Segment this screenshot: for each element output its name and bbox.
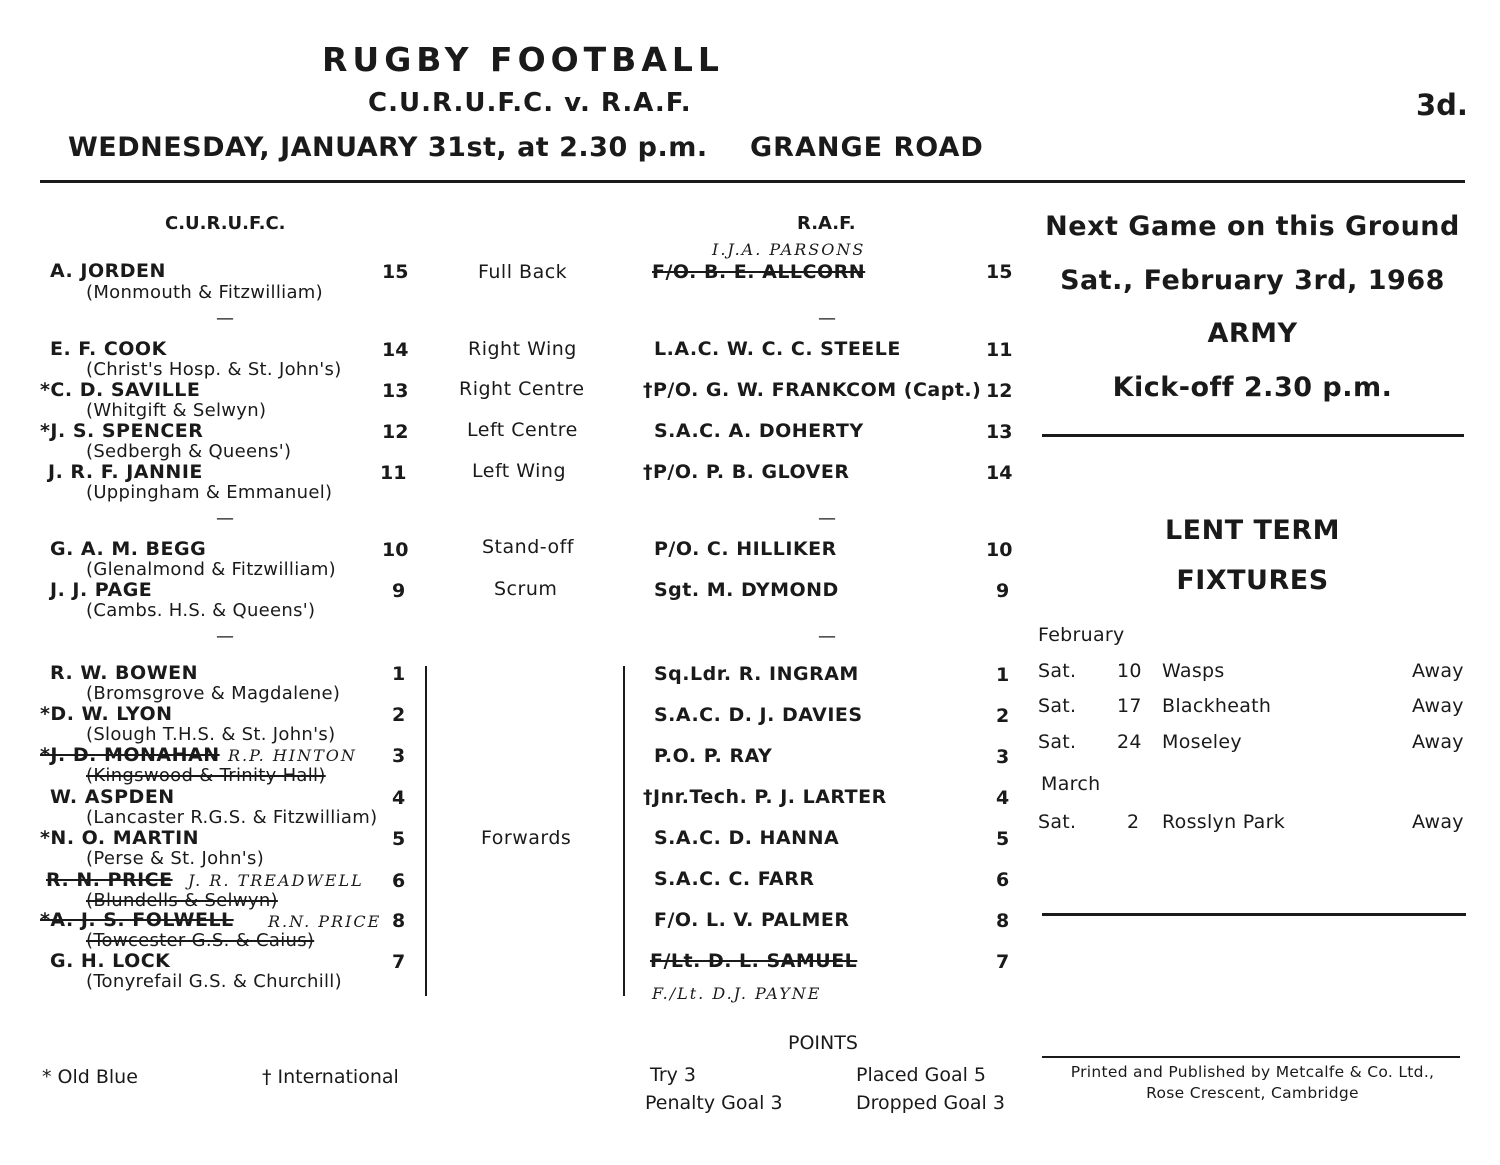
position-label: Right Centre [459,378,585,400]
fixture-month: March [1041,773,1101,795]
home-team-heading: C.U.R.U.F.C. [165,213,286,234]
panel-rule [1042,434,1464,437]
home-player-name: R. W. BOWEN [50,662,199,684]
home-player-name: J. R. F. JANNIE [48,461,203,483]
fixture-team: Wasps [1162,660,1225,682]
home-player-number: 9 [392,580,406,602]
handwritten-replacement: F./Lt. D.J. PAYNE [652,984,822,1003]
points-try: Try 3 [650,1064,696,1086]
fixture-venue: Away [1412,660,1464,682]
home-player-number: 2 [392,704,406,726]
programme-price: 3d. [1416,88,1468,122]
home-player-name: G. A. M. BEGG [50,538,207,560]
away-player-name: P.O. P. RAY [654,745,773,767]
match-subtitle: C.U.R.U.F.C. v. R.A.F. [368,88,692,118]
away-player-number: 14 [986,462,1013,484]
home-player-number: 7 [392,951,406,973]
fixture-day: Sat. [1038,660,1077,682]
away-player-number: 5 [996,828,1010,850]
fixture-team: Blackheath [1162,695,1272,717]
points-placed-goal: Placed Goal 5 [856,1064,987,1086]
home-player-school: (Perse & St. John's) [86,848,265,869]
home-player-name: E. F. COOK [50,338,167,360]
home-player-name: *C. D. SAVILLE [40,379,201,401]
position-label: Left Centre [467,419,578,441]
home-player-number: 8 [392,910,406,932]
position-label: Forwards [481,827,572,849]
old-blue-legend: * Old Blue [42,1066,138,1088]
home-player-school-struck: (Towcester G.S. & Caius) [86,930,315,951]
home-player-name: J. J. PAGE [50,579,153,601]
home-player-name: A. JORDEN [50,260,166,282]
match-dateline: WEDNESDAY, JANUARY 31st, at 2.30 p.m. [68,132,708,163]
international-legend: † International [262,1066,399,1088]
away-player-number: 6 [996,869,1010,891]
home-player-school: (Monmouth & Fitzwilliam) [86,282,323,303]
away-player-number: 1 [996,664,1010,686]
home-player-number: 3 [392,745,406,767]
handwritten-replacement: R.N. PRICE [268,912,382,931]
home-player-name: W. ASPDEN [50,786,175,808]
away-player-number: 7 [996,951,1010,973]
home-player-name: *D. W. LYON [40,703,173,725]
fixture-venue: Away [1412,811,1464,833]
home-player-school: (Uppingham & Emmanuel) [86,482,333,503]
away-player-name: †P/O. G. W. FRANKCOM (Capt.) [643,379,982,401]
home-player-number: 15 [382,261,409,283]
position-label: Right Wing [468,338,577,360]
away-player-name-struck: F/Lt. D. L. SAMUEL [650,950,858,972]
home-player-school: (Glenalmond & Fitzwilliam) [86,559,337,580]
fixture-day: Sat. [1038,695,1077,717]
position-label: Left Wing [472,460,567,482]
section-divider: — [216,308,234,329]
away-player-name: S.A.C. D. HANNA [654,827,840,849]
away-player-number: 15 [986,261,1013,283]
away-player-number: 2 [996,705,1010,727]
printer-rule [1042,1056,1460,1058]
handwritten-replacement: J. R. TREADWELL [188,871,364,890]
section-divider: — [216,508,234,529]
home-player-school: (Slough T.H.S. & St. John's) [86,724,336,745]
away-player-name: Sq.Ldr. R. INGRAM [654,663,859,685]
position-label: Stand-off [482,536,574,558]
points-heading: POINTS [788,1032,858,1054]
home-player-school: (Christ's Hosp. & St. John's) [86,359,342,380]
home-player-number: 5 [392,828,406,850]
home-player-name: G. H. LOCK [50,950,171,972]
away-player-number: 10 [986,539,1013,561]
fixtures-heading: LENT TERM [1164,515,1341,546]
away-player-name: S.A.C. A. DOHERTY [654,420,864,442]
position-label: Scrum [494,578,558,600]
away-player-number: 13 [986,421,1013,443]
fixtures-heading: FIXTURES [1176,565,1329,596]
handwritten-replacement: R.P. HINTON [228,746,357,765]
away-player-name: Sgt. M. DYMOND [654,579,839,601]
away-player-number: 12 [986,380,1013,402]
home-player-number: 4 [392,787,406,809]
away-player-number: 9 [996,580,1010,602]
handwritten-replacement: I.J.A. PARSONS [712,240,866,259]
next-game-opponent: ARMY [1207,318,1298,349]
away-player-number: 3 [996,746,1010,768]
home-player-school: (Bromsgrove & Magdalene) [86,683,341,704]
points-dropped-goal: Dropped Goal 3 [856,1092,1005,1114]
fixture-month: February [1038,624,1125,646]
home-player-number: 13 [382,380,409,402]
away-player-name: L.A.C. W. C. C. STEELE [654,338,901,360]
home-player-name-struck: R. N. PRICE [46,869,173,891]
home-player-school: (Lancaster R.G.S. & Fitzwilliam) [86,807,378,828]
home-player-number: 10 [382,539,409,561]
fixture-venue: Away [1412,731,1464,753]
forwards-bracket-right [623,666,625,996]
next-game-date: Sat., February 3rd, 1968 [1060,265,1445,296]
away-player-name: S.A.C. C. FARR [654,868,815,890]
away-player-number: 8 [996,910,1010,932]
home-player-school: (Cambs. H.S. & Queens') [86,600,316,621]
header-rule [40,180,1465,183]
fixture-team: Rosslyn Park [1162,811,1286,833]
fixtures-rule [1042,913,1466,916]
away-player-number: 4 [996,787,1010,809]
away-player-name: S.A.C. D. J. DAVIES [654,704,863,726]
section-divider: — [818,626,836,647]
away-player-name: †P/O. P. B. GLOVER [643,461,850,483]
next-game-kickoff: Kick-off 2.30 p.m. [1112,372,1393,403]
home-player-school: (Sedbergh & Queens') [86,441,292,462]
forwards-bracket-left [425,666,427,996]
next-game-heading: Next Game on this Ground [1045,211,1460,242]
away-player-name-struck: F/O. B. E. ALLCORN [652,261,866,283]
fixture-day: Sat. [1038,811,1077,833]
section-divider: — [818,508,836,529]
home-player-number: 12 [382,421,409,443]
home-player-name: *J. S. SPENCER [40,420,204,442]
section-divider: — [216,626,234,647]
printer-address: Rose Crescent, Cambridge [1146,1084,1359,1102]
home-player-number: 1 [392,663,406,685]
programme-title: RUGBY FOOTBALL [322,40,724,79]
points-penalty-goal: Penalty Goal 3 [645,1092,783,1114]
away-player-name: F/O. L. V. PALMER [654,909,850,931]
fixture-date: 17 [1117,695,1142,717]
away-player-name: P/O. C. HILLIKER [654,538,837,560]
home-player-number: 6 [392,870,406,892]
fixture-date: 10 [1117,660,1142,682]
home-player-school-struck: (Kingswood & Trinity Hall) [86,765,326,786]
home-player-school: (Whitgift & Selwyn) [86,400,267,421]
fixture-team: Moseley [1162,731,1242,753]
home-player-number: 11 [380,462,407,484]
fixture-date: 2 [1127,811,1140,833]
home-player-number: 14 [382,339,409,361]
away-player-name: †Jnr.Tech. P. J. LARTER [643,786,887,808]
home-player-name-struck: *A. J. S. FOLWELL [40,909,234,931]
fixture-day: Sat. [1038,731,1077,753]
printer-line: Printed and Published by Metcalfe & Co. Ltd., [1070,1063,1435,1081]
fixture-date: 24 [1117,731,1142,753]
home-player-school-struck: (Blundells & Selwyn) [86,890,278,911]
fixture-venue: Away [1412,695,1464,717]
home-player-name: *N. O. MARTIN [40,827,200,849]
position-label: Full Back [478,261,568,283]
away-player-number: 11 [986,339,1013,361]
away-team-heading: R.A.F. [797,213,856,234]
home-player-school: (Tonyrefail G.S. & Churchill) [86,971,342,992]
match-venue: GRANGE ROAD [750,132,984,163]
home-player-name-struck: *J. D. MONAHAN [40,744,220,766]
section-divider: — [818,308,836,329]
